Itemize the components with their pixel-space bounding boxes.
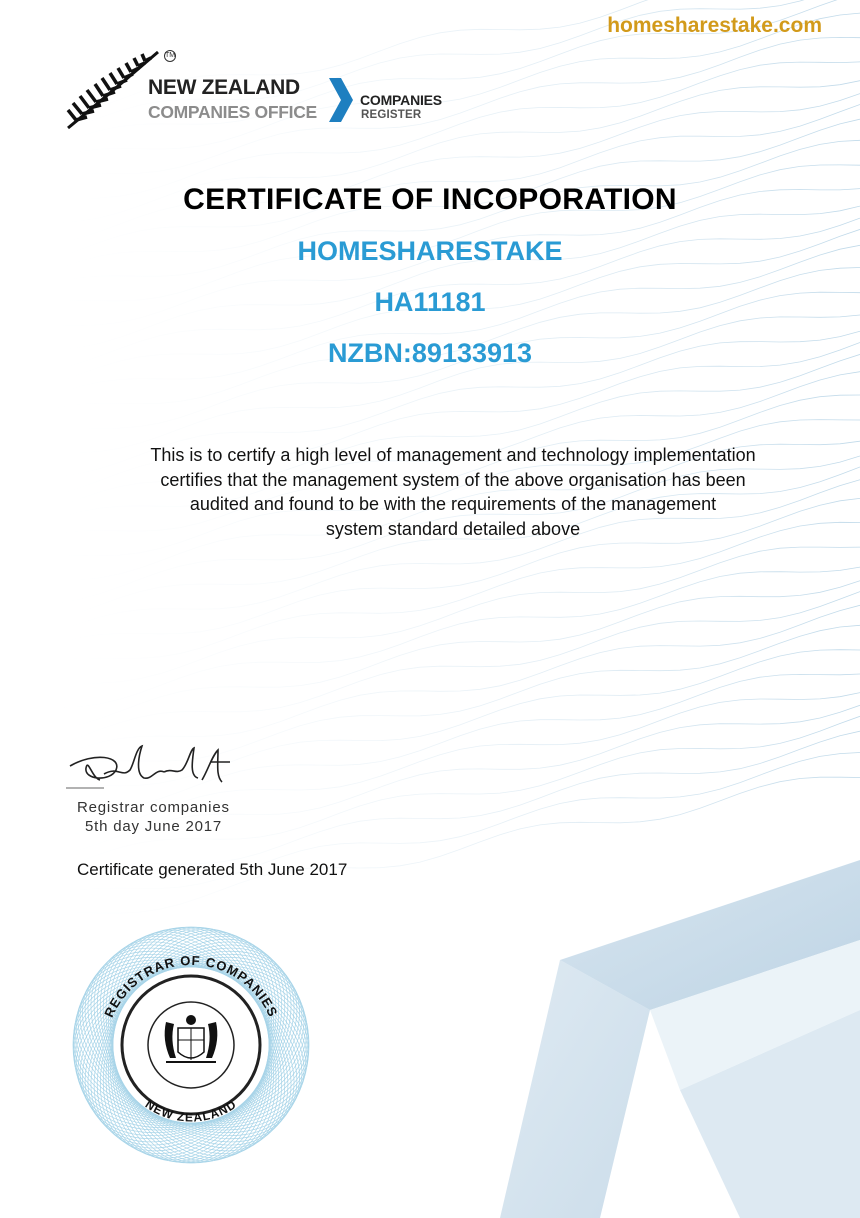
wave-line: [0, 567, 860, 714]
registrar-seal: [66, 920, 316, 1170]
wave-line: [0, 581, 860, 733]
certificate-title: CERTIFICATE OF INCOPORATION: [183, 183, 677, 216]
company-name: HOMESHARESTAKE: [297, 236, 563, 266]
registrar-label: Registrar companies: [77, 799, 230, 816]
organisation-name: NEW ZEALAND: [148, 76, 300, 99]
statement-line: This is to certify a high level of management and technology implementation: [150, 445, 756, 465]
wave-line: [0, 592, 860, 757]
statement-line: system standard detailed above: [325, 518, 581, 539]
seal-top-text: REGISTRAR OF COMPANIES: [101, 952, 281, 1020]
chevron-right-icon: [327, 78, 355, 122]
organisation-office: COMPANIES OFFICE: [148, 102, 317, 122]
statement-line: audited and found to be with the requirements of the management: [189, 494, 717, 514]
signature-date: 5th day June 2017: [85, 818, 223, 835]
companies-office-logo: [62, 48, 462, 132]
site-link[interactable]: homesharestake.com: [607, 14, 822, 37]
wave-line: [0, 245, 860, 414]
decorative-block-left: [500, 960, 650, 1218]
silver-fern-icon: [62, 48, 162, 132]
statement-line: certifies that the management system of the above organisation has been: [160, 469, 746, 490]
company-number: HA11181: [374, 287, 486, 317]
certificate-generated-date: Certificate generated 5th June 2017: [77, 860, 348, 879]
seal-bottom-text: NEW ZEALAND: [142, 1097, 240, 1125]
trademark-mark: TM: [164, 50, 176, 62]
company-nzbn: NZBN:89133913: [327, 338, 533, 368]
register-subtitle: REGISTER: [361, 109, 422, 121]
register-name: COMPANIES: [360, 92, 442, 108]
wave-line: [0, 206, 860, 354]
registrar-signature: [64, 744, 234, 794]
certification-statement: [105, 443, 801, 541]
wave-line: [0, 522, 860, 678]
